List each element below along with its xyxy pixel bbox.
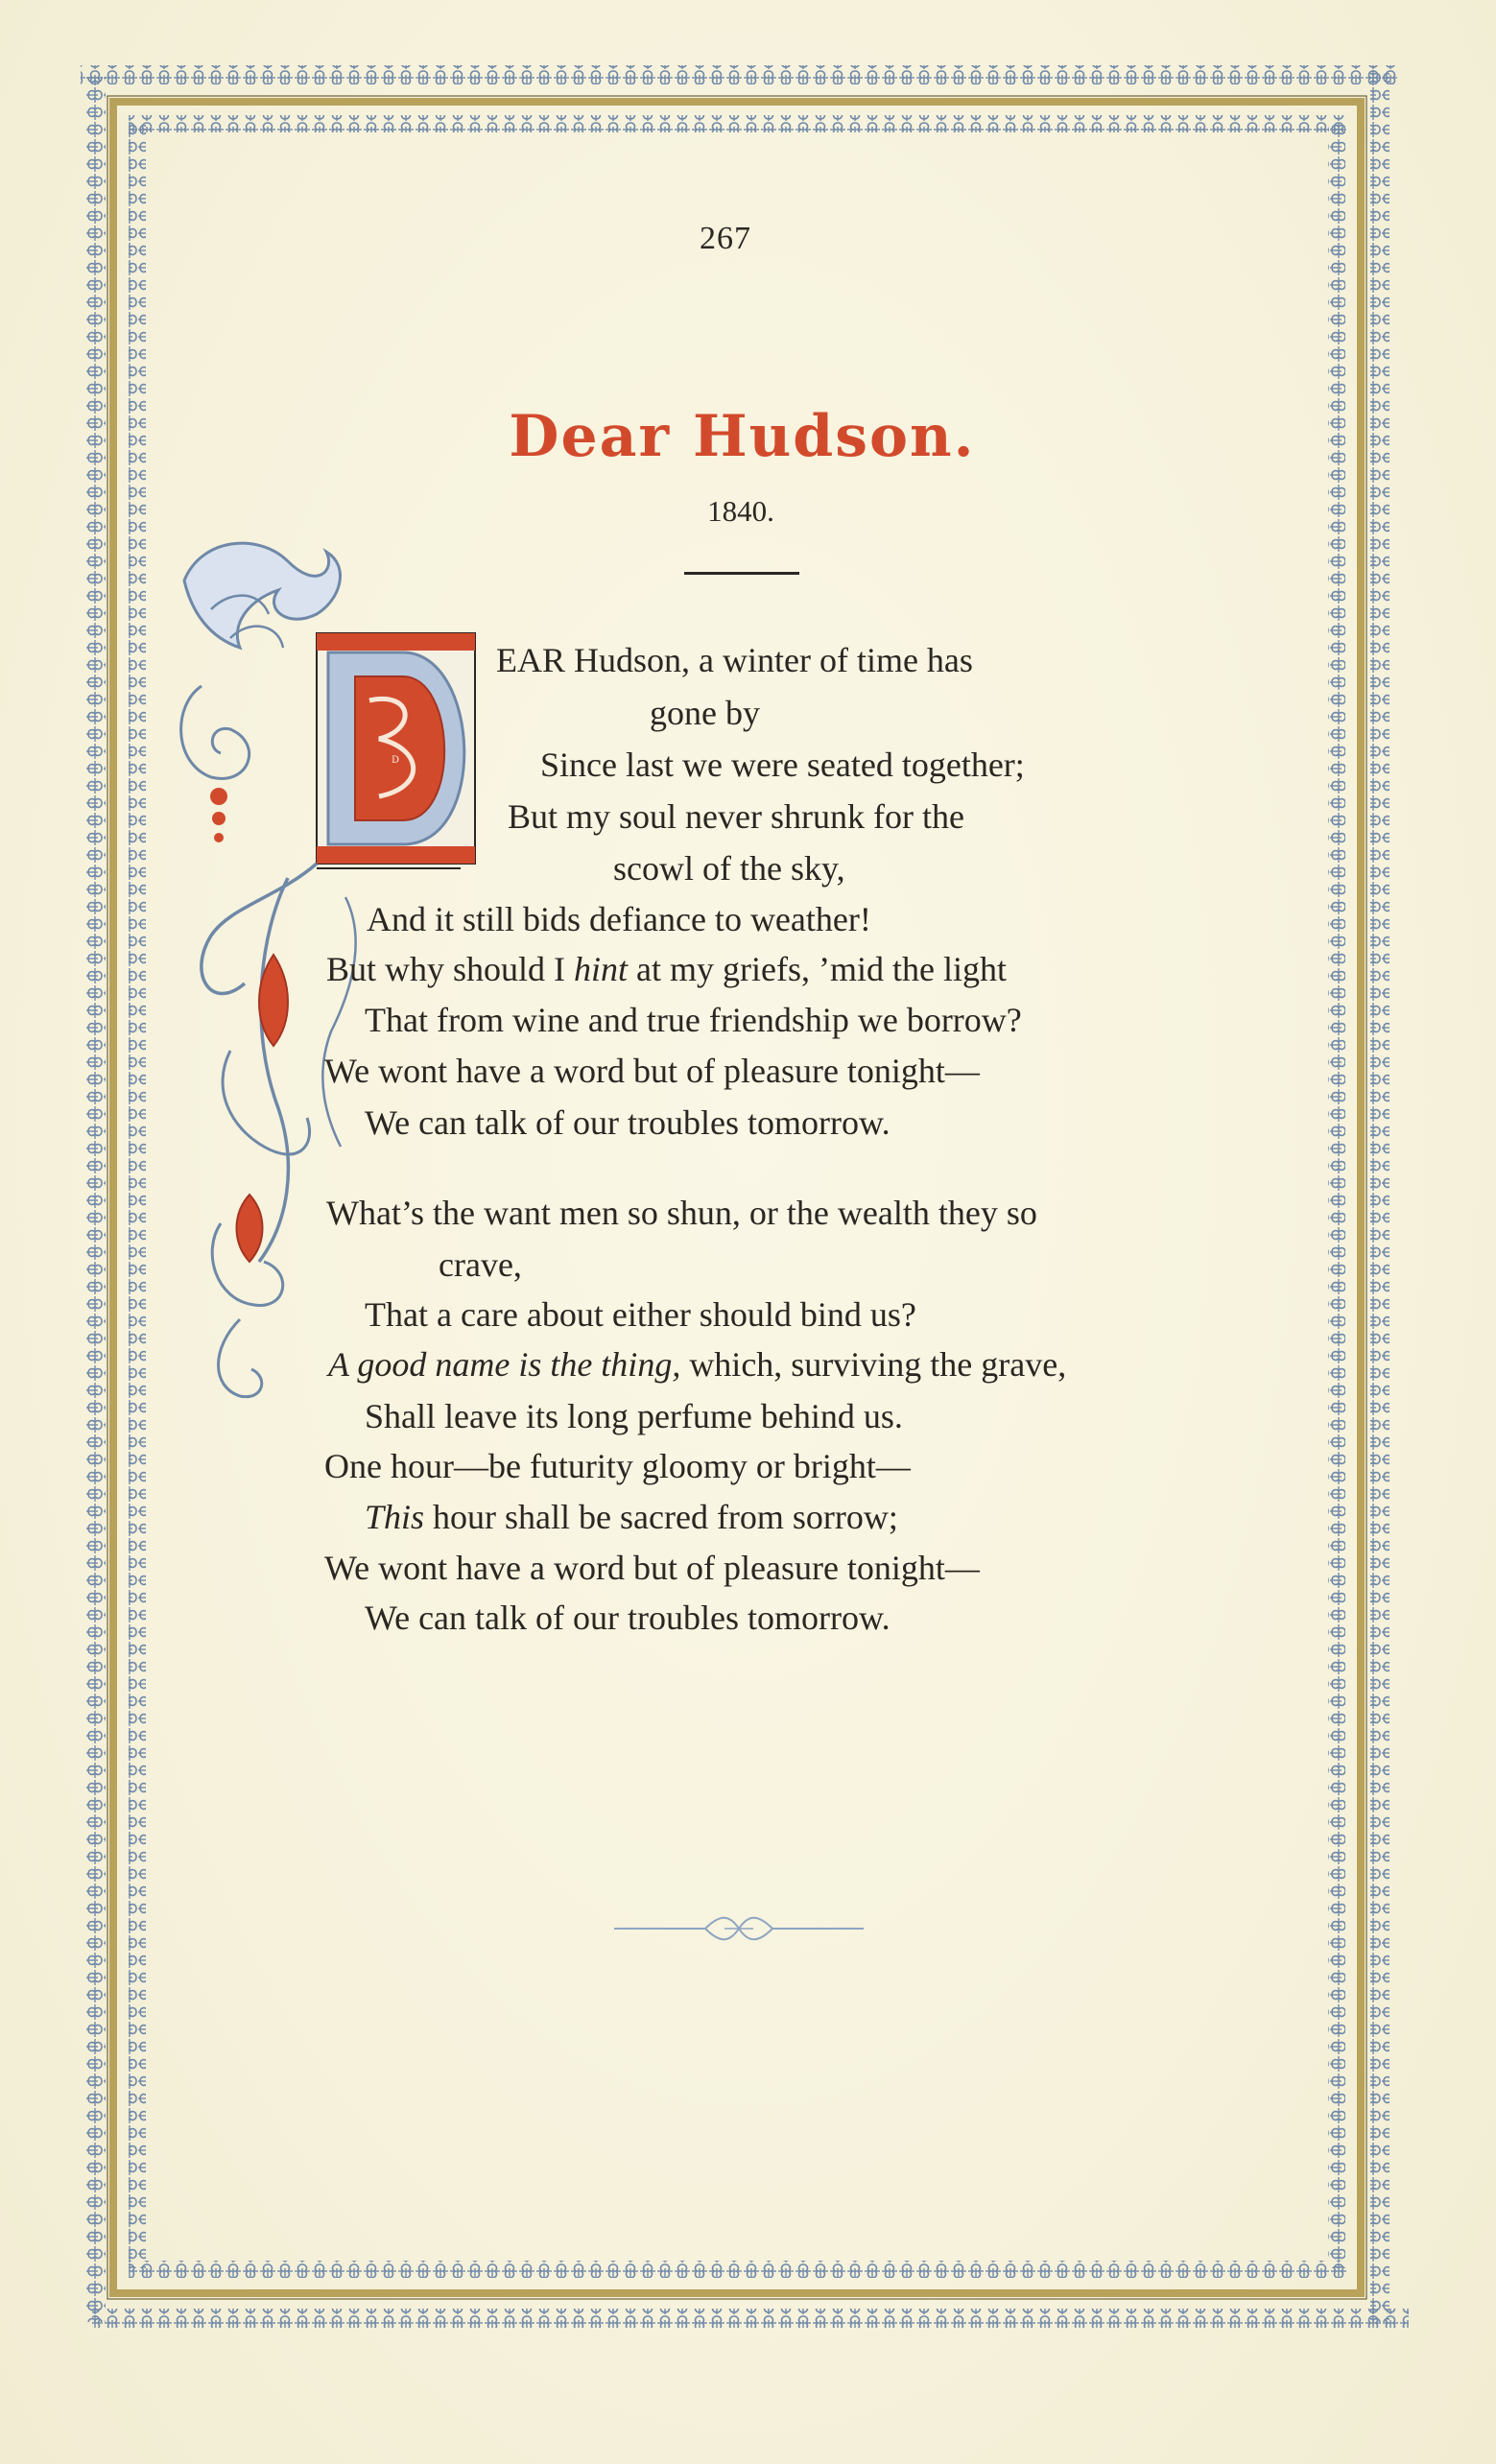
poem-line-15: We wont have a word but of pleasure tonight— [324,1549,980,1587]
poem-line-1-cont: gone by [650,694,760,732]
poem-line-1: EAR Hudson, a winter of time has [496,641,973,679]
foliage-top-icon [184,543,340,648]
poem-line-12: Shall leave its long perfume behind us. [365,1397,903,1435]
title-rule [684,572,799,575]
poem-line-4: And it still bids defiance to weather! [367,900,871,938]
page-number: 267 [700,221,751,256]
poem-line-6: That from wine and true friendship we borrow? [365,1001,1022,1039]
border-top-outer [81,65,1397,84]
border-top-inner [129,115,1347,132]
poem-line-11: A good name is the thing, which, surviving the grave, [328,1345,1067,1384]
poem-line-9-cont: crave, [439,1245,522,1284]
poem-line-7: We wont have a word but of pleasure tonight— [324,1052,980,1090]
border-bottom-inner [129,2261,1347,2278]
poem-line-5: But why should I hint at my griefs, ’mid the light [326,950,1007,988]
red-dot-icon [210,788,227,805]
poem-line-14: This hour shall be sacred from sorrow; [365,1498,898,1536]
poem-title: Dear Hudson. [509,403,976,470]
closing-ornament [614,1905,864,1953]
poem-line-8: We can talk of our troubles tomorrow. [365,1103,890,1142]
drop-cap-letter: D [391,755,400,766]
poem-line-10: That a care about either should bind us? [365,1295,916,1334]
poem-line-3: But my soul never shrunk for the [508,797,964,836]
poem-line-3-cont: scowl of the sky, [613,849,845,888]
poem-line-16: We can talk of our troubles tomorrow. [365,1599,890,1637]
poem-year: 1840. [707,494,774,528]
poem-line-2: Since last we were seated together; [540,746,1025,784]
poem-line-9: What’s the want men so shun, or the wealth they so [326,1194,1037,1232]
poem-line-13: One hour—be futurity gloomy or bright— [324,1447,911,1485]
foliage-scroll-icon [181,686,249,778]
border-bottom-outer [92,2309,1409,2328]
